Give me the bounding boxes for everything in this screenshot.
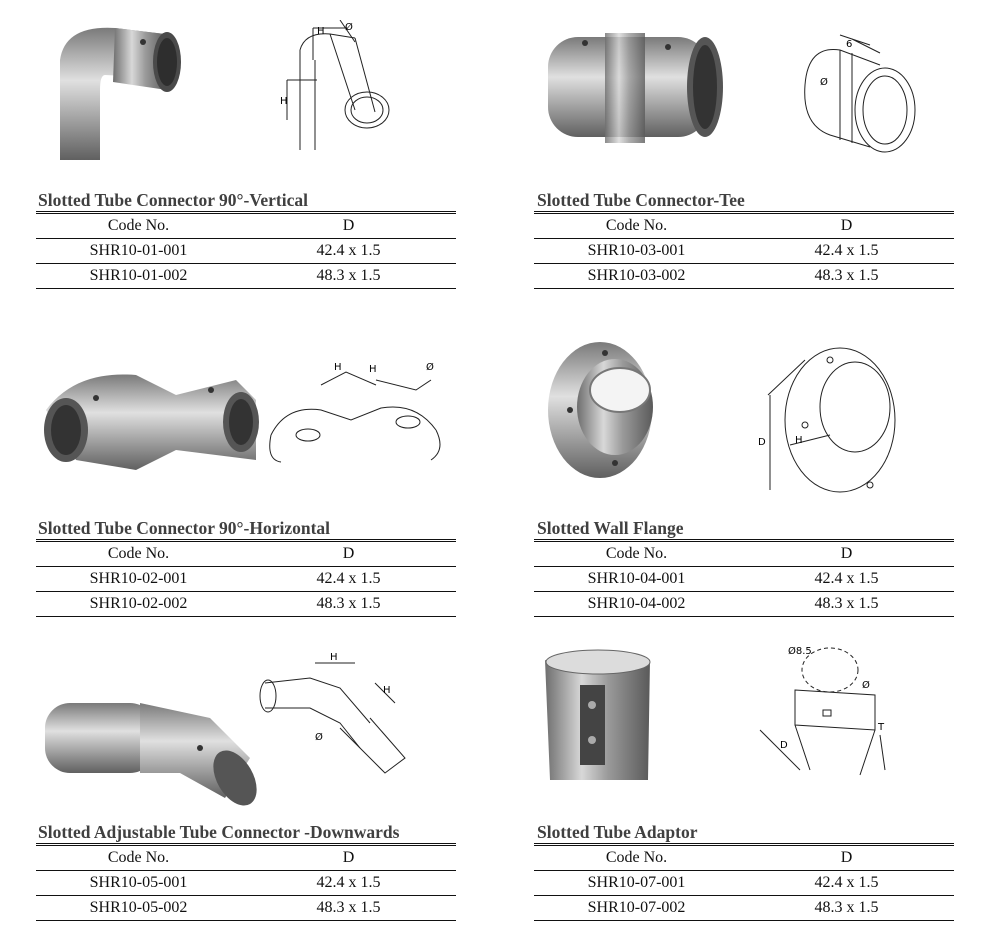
size-cell: 42.4 x 1.5 xyxy=(241,567,456,592)
table-row xyxy=(36,567,456,592)
size-cell: 48.3 x 1.5 xyxy=(241,896,456,921)
header-d: D xyxy=(739,213,954,239)
technical-drawing-adaptor xyxy=(760,648,885,775)
drawing-label-hole-diameter: Ø8.5 xyxy=(788,646,812,657)
drawing-label-d: D xyxy=(758,437,766,448)
table-row xyxy=(534,896,954,921)
technical-drawing-horizontal xyxy=(270,372,440,462)
header-d: D xyxy=(241,213,456,239)
header-code-no: Code No. xyxy=(534,845,739,871)
table-row xyxy=(36,896,456,921)
table-row xyxy=(36,871,456,896)
code-cell: SHR10-05-001 xyxy=(36,871,241,896)
drawing-label-diameter: Ø xyxy=(862,680,870,691)
technical-drawing-flange xyxy=(768,348,895,492)
product-photo-wall-flange xyxy=(540,335,960,505)
header-d: D xyxy=(739,541,954,567)
table-row xyxy=(534,871,954,896)
size-cell: 48.3 x 1.5 xyxy=(241,592,456,617)
size-cell: 42.4 x 1.5 xyxy=(241,871,456,896)
code-cell: SHR10-01-002 xyxy=(36,264,241,289)
size-cell: 48.3 x 1.5 xyxy=(739,264,954,289)
size-cell: 48.3 x 1.5 xyxy=(241,264,456,289)
drawing-label-diameter: Ø xyxy=(345,22,353,33)
product-photo-horizontal-connector xyxy=(36,350,466,500)
drawing-label-h: H xyxy=(334,362,342,373)
product-title: Slotted Wall Flange xyxy=(537,518,684,538)
size-cell: 42.4 x 1.5 xyxy=(241,239,456,264)
code-cell: SHR10-02-002 xyxy=(36,592,241,617)
product-photo-adjustable-connector xyxy=(40,648,460,818)
code-cell: SHR10-07-001 xyxy=(534,871,739,896)
product-title: Slotted Tube Connector-Tee xyxy=(537,190,745,210)
spec-table xyxy=(36,211,456,289)
header-d: D xyxy=(739,845,954,871)
code-cell: SHR10-01-001 xyxy=(36,239,241,264)
technical-drawing-tee xyxy=(805,35,915,152)
header-code-no: Code No. xyxy=(36,541,241,567)
table-row xyxy=(36,592,456,617)
table-row xyxy=(534,239,954,264)
product-title: Slotted Tube Connector 90°-Horizontal xyxy=(38,518,331,538)
drawing-label-t: T xyxy=(878,722,885,733)
code-cell: SHR10-04-002 xyxy=(534,592,739,617)
table-row xyxy=(534,592,954,617)
table-row xyxy=(36,239,456,264)
drawing-label-d: D xyxy=(780,740,788,751)
table-row xyxy=(534,264,954,289)
product-photo-vertical-connector xyxy=(55,20,395,170)
drawing-label-h: H xyxy=(330,652,338,663)
code-cell: SHR10-05-002 xyxy=(36,896,241,921)
product-photo-tee-connector xyxy=(540,25,960,165)
technical-drawing-adjustable xyxy=(260,663,405,773)
spec-table xyxy=(534,211,954,289)
table-row xyxy=(36,264,456,289)
product-title: Slotted Tube Adaptor xyxy=(537,822,698,842)
product-title: Slotted Tube Connector 90°-Vertical xyxy=(38,190,308,210)
drawing-label-h2: H xyxy=(369,364,377,375)
header-code-no: Code No. xyxy=(534,541,739,567)
code-cell: SHR10-03-001 xyxy=(534,239,739,264)
header-code-no: Code No. xyxy=(534,213,739,239)
drawing-label-h: H xyxy=(795,435,803,446)
technical-drawing-vertical xyxy=(287,20,389,150)
drawing-label-h2: H xyxy=(383,685,391,696)
drawing-label-h2: H xyxy=(280,96,288,107)
table-row xyxy=(534,567,954,592)
code-cell: SHR10-04-001 xyxy=(534,567,739,592)
spec-table xyxy=(534,539,954,617)
product-photo-tube-adaptor xyxy=(540,640,960,790)
size-cell: 42.4 x 1.5 xyxy=(739,871,954,896)
code-cell: SHR10-03-002 xyxy=(534,264,739,289)
drawing-label-diameter: Ø xyxy=(426,362,434,373)
size-cell: 42.4 x 1.5 xyxy=(739,567,954,592)
code-cell: SHR10-07-002 xyxy=(534,896,739,921)
size-cell: 42.4 x 1.5 xyxy=(739,239,954,264)
drawing-label-h: H xyxy=(317,26,325,37)
drawing-label-diameter: Ø xyxy=(820,77,828,88)
header-d: D xyxy=(241,845,456,871)
header-d: D xyxy=(241,541,456,567)
size-cell: 48.3 x 1.5 xyxy=(739,896,954,921)
spec-table xyxy=(36,539,456,617)
drawing-label-6: 6 xyxy=(846,39,853,50)
drawing-label-diameter: Ø xyxy=(315,732,323,743)
spec-table xyxy=(36,843,456,921)
size-cell: 48.3 x 1.5 xyxy=(739,592,954,617)
header-code-no: Code No. xyxy=(36,845,241,871)
product-title: Slotted Adjustable Tube Connector -Downwards xyxy=(38,822,400,842)
spec-table xyxy=(534,843,954,921)
code-cell: SHR10-02-001 xyxy=(36,567,241,592)
header-code-no: Code No. xyxy=(36,213,241,239)
